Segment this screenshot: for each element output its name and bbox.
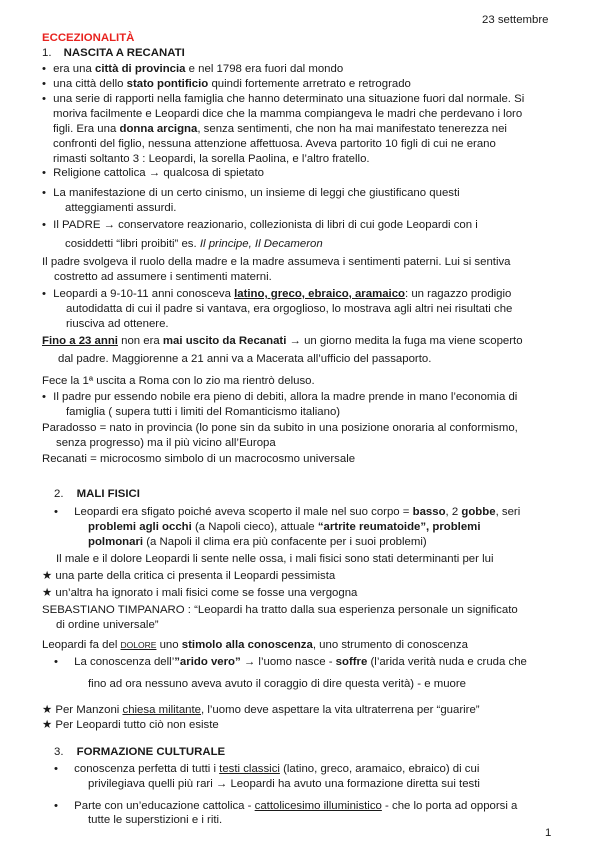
bullet-cinismo: • La manifestazione di un certo cinismo, un insieme di leggi che giustificano questi xyxy=(42,187,460,199)
bullet-icon: • xyxy=(42,288,46,300)
text-line: di ordine universale” xyxy=(56,619,159,631)
text-line: atteggiamenti assurdi. xyxy=(65,202,177,214)
bullet-stato-pontificio: • una città dello stato pontificio quindi fortemente arretrato e retrogrado xyxy=(42,78,411,90)
bullet-icon: • xyxy=(54,763,58,775)
bullet-icon: • xyxy=(42,63,46,75)
text-line: tutte le superstizioni e i riti. xyxy=(88,814,223,826)
bullet-citta-provincia: • era una città di provincia e nel 1798 era fuori dal mondo xyxy=(42,63,344,75)
bullet-religione: • Religione cattolica → qualcosa di spietato xyxy=(42,167,265,179)
bullet-rapporti-famiglia: • una serie di rapporti nella famiglia che hanno determinato una situazione fuori dal normale. Si xyxy=(42,93,525,105)
paragraph-paradosso: Paradosso = nato in provincia (lo pone sin da subito in una posizione onoraria al conformismo, xyxy=(42,422,518,434)
paragraph-23-anni: Fino a 23 anni non era mai uscito da Recanati → un giorno medita la fuga ma viene scoperto xyxy=(42,335,523,347)
page-number: 1 xyxy=(545,827,552,839)
text-line: senza progresso) ma il più vicino all’Europa xyxy=(56,437,276,449)
bullet-mali: • Leopardi era sfigato poiché aveva scoperto il male nel suo corpo = basso, 2 gobbe, seri xyxy=(54,506,521,518)
section-3-title: FORMAZIONE CULTURALE xyxy=(76,746,226,758)
bullet-icon: • xyxy=(42,187,46,199)
bullet-icon: • xyxy=(42,78,46,90)
text-line: confronti del figlio, nessuna attenzione affettuosa. Aveva partorito 10 figli di cui ne erano xyxy=(53,138,496,150)
document-title: ECCEZIONALITÀ xyxy=(42,32,135,44)
bullet-debiti: • Il padre pur essendo nobile era pieno di debiti, allora la madre prende in mano l’economia di xyxy=(42,391,518,403)
bullet-icon: • xyxy=(42,93,46,105)
paragraph-ruoli: Il padre svolgeva il ruolo della madre e la madre assumeva i sentimenti paterni. Lui si sentiva xyxy=(42,256,511,268)
bullet-icon: • xyxy=(42,219,46,231)
bullet-icon: • xyxy=(42,391,46,403)
section-2-heading xyxy=(54,487,140,502)
text-line: cosiddetti “libri proibiti” es. Il principe, Il Decameron xyxy=(65,238,323,250)
text-line: fino ad ora nessuno aveva avuto il coraggio di dire questa verità) - e muore xyxy=(88,678,467,690)
text-line: problemi agli occhi (a Napoli cieco), attuale “artrite reumatoide”, problemi xyxy=(88,521,481,533)
text-line: autodidatta di cui il padre si vantava, era orgoglioso, lo mostrava agli altri nei risultati che xyxy=(66,303,513,315)
text-line: dal padre. Maggiorenne a 21 anni va a Macerata all’ufficio del passaporto. xyxy=(58,353,432,365)
text-line: famiglia ( supera tutti i limiti del Romanticismo italiano) xyxy=(66,406,341,418)
bullet-padre: • Il PADRE → conservatore reazionario, collezionista di libri di cui gode Leopardi con i xyxy=(42,219,478,231)
text-line: privilegiava quelli più rari → Leopardi ha avuto una formazione diretta sui testi xyxy=(88,778,480,790)
bullet-testi-classici: • conoscenza perfetta di tutti i testi classici (latino, greco, aramaico, ebraico) di cui xyxy=(54,763,480,775)
bullet-icon: • xyxy=(42,167,46,179)
section-2-title: MALI FISICI xyxy=(76,488,140,500)
bullet-icon: • xyxy=(54,656,58,668)
text-line: polmonari (a Napoli il clima era più confacente per i suoi problemi) xyxy=(88,536,427,548)
section-3-heading xyxy=(54,745,225,760)
text-line: riusciva ad ottenere. xyxy=(66,318,169,330)
paragraph-dolore: Il male e il dolore Leopardi li sente nelle ossa, i mali fisici sono stati determinanti per lui xyxy=(56,553,494,565)
section-1-number: 1. xyxy=(42,47,52,59)
paragraph-timpanaro: SEBASTIANO TIMPANARO : “Leopardi ha tratto dalla sua esperienza personale un significato xyxy=(42,604,518,616)
paragraph-stimolo: Leopardi fa del DOLORE uno stimolo alla conoscenza, uno strumento di conoscenza xyxy=(42,639,468,651)
text-line: moriva facilmente e Leopardi dice che la mamma compiangeva le madri che perdevano i loro xyxy=(53,108,523,120)
bullet-icon: • xyxy=(54,800,58,812)
bullet-arido-vero: • La conoscenza dell’”arido vero” → l’uomo nasce - soffre (l’arida verità nuda e cruda che xyxy=(54,656,527,668)
star-item-manzoni: ★ Per Manzoni chiesa militante, l’uomo deve aspettare la vita ultraterrena per “guarire” xyxy=(42,704,480,716)
star-item-vergogna: ★ un’altra ha ignorato i mali fisici come se fosse una vergogna xyxy=(42,587,358,599)
section-3-number: 3. xyxy=(54,746,64,758)
star-item-leopardi: ★ Per Leopardi tutto ciò non esiste xyxy=(42,719,219,731)
section-1-heading xyxy=(42,46,185,61)
bullet-icon: • xyxy=(54,506,58,518)
bullet-lingue: • Leopardi a 9-10-11 anni conosceva latino, greco, ebraico, aramaico: un ragazzo prodigio xyxy=(42,288,512,300)
section-2-number: 2. xyxy=(54,488,64,500)
text-line: rimasti soltanto 3 : Leopardi, la sorella Paolina, e l’altro fratello. xyxy=(53,153,370,165)
paragraph-recanati: Recanati = microcosmo simbolo di un macrocosmo universale xyxy=(42,453,356,465)
section-1-title: NASCITA A RECANATI xyxy=(63,47,185,59)
date: 23 settembre xyxy=(482,14,549,26)
paragraph-roma: Fece la 1ª uscita a Roma con lo zio ma rientrò deluso. xyxy=(42,375,315,387)
text-line: figli. Era una donna arcigna, senza sentimenti, che non ha mai manifestato tenerezza nei xyxy=(53,123,507,135)
star-item-pessimista: ★ una parte della critica ci presenta il Leopardi pessimista xyxy=(42,570,336,582)
text-line: costretto ad assumere i sentimenti materni. xyxy=(54,271,272,283)
bullet-educazione: • Parte con un’educazione cattolica - cattolicesimo illuministico - che lo porta ad opporsi a xyxy=(54,800,518,812)
